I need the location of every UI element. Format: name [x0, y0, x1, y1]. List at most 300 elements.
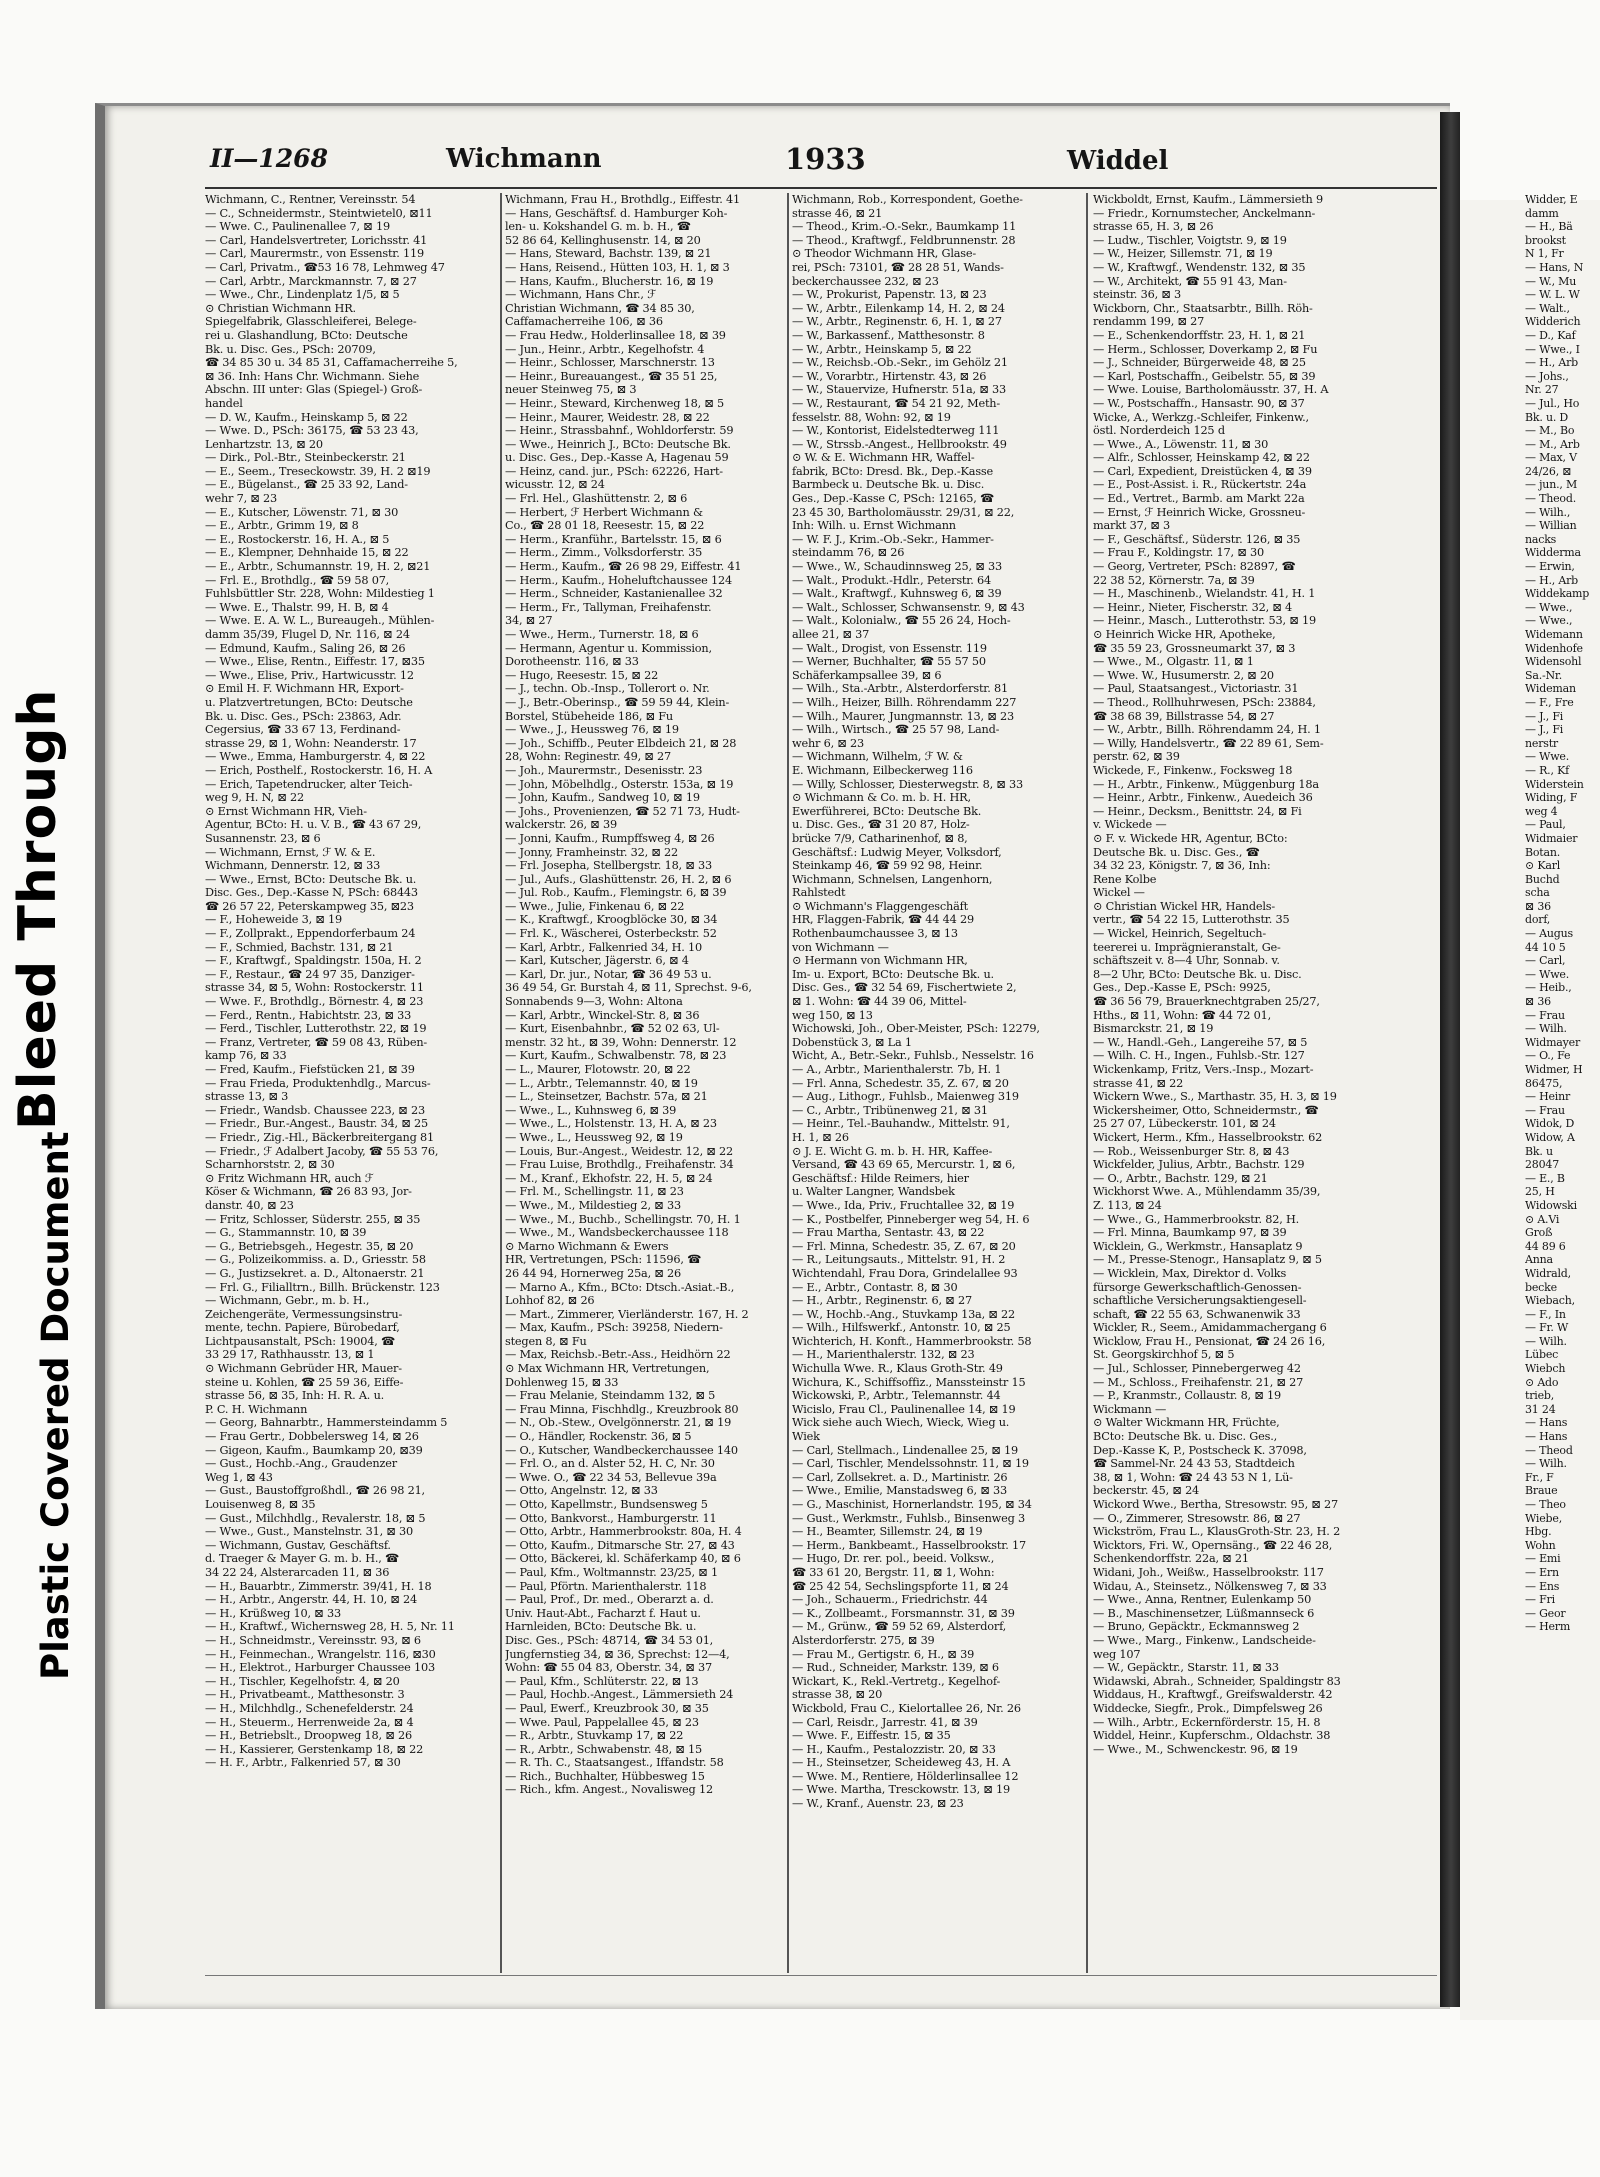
bleed-through-label: Bleed Through	[8, 688, 68, 1130]
directory-entry-line: N 1, Fr	[1525, 247, 1564, 261]
directory-entry-line: — Theod., Rollhuhrwesen, PSch: 23884,	[1093, 695, 1316, 709]
directory-entry-line: weg 150, ⊠ 13	[792, 1008, 873, 1022]
directory-entry-line: — E., Rostockerstr. 16, H. A., ⊠ 5	[205, 532, 390, 546]
directory-entry-line: Widdekamp	[1525, 587, 1590, 601]
directory-entry-line: — E., Kutscher, Löwenstr. 71, ⊠ 30	[205, 505, 399, 519]
directory-entry-line: — Dirk., Pol.-Btr., Steinbeckerstr. 21	[205, 451, 406, 465]
directory-entry-line: Zeichengeräte, Vermessungsinstru-	[205, 1307, 403, 1321]
directory-entry-line: Sonnabends 9—3, Wohn: Altona	[505, 995, 683, 1009]
directory-entry-line: — Hans, Geschäftsf. d. Hamburger Koh-	[505, 206, 728, 220]
directory-entry-line: — Wichmann, Ernst, ℱ W. & E.	[205, 845, 376, 859]
directory-entry-line: ⊙ F. v. Wickede HR, Agentur, BCto:	[1093, 831, 1288, 845]
directory-entry-line: Buchd	[1525, 872, 1560, 886]
directory-entry-line: Louisenweg 8, ⊠ 35	[205, 1498, 316, 1511]
directory-entry-line: — W., Handl.-Geh., Langereihe 57, ⊠ 5	[1093, 1035, 1308, 1049]
directory-entry-line: — Herm., Bankbeamt., Hasselbrookstr. 17	[792, 1538, 1026, 1552]
directory-entry-line: — Ed., Vertret., Barmb. am Markt 22a	[1093, 492, 1305, 506]
directory-entry-line: HR, Vertretungen, PSch: 11596, ☎	[505, 1253, 701, 1267]
directory-entry-line: strasse 65, H. 3, ⊠ 26	[1093, 220, 1214, 234]
directory-entry-line: — Wwe., W., Schaudinnsweg 25, ⊠ 33	[792, 560, 1002, 574]
directory-entry-line: v. Wickede —	[1093, 818, 1167, 832]
directory-entry-line: — Wwe., Marg., Finkenw., Landscheide-	[1093, 1633, 1316, 1647]
directory-entry-line: — Karl, Postschaffn., Geibelstr. 55, ⊠ 39	[1093, 369, 1316, 383]
directory-entry-line: teererei u. Imprägnieranstalt, Ge-	[1093, 940, 1281, 954]
directory-entry-line: Wichmann, Frau H., Brothdlg., Eiffestr. 41	[505, 193, 741, 206]
directory-entry-line: — L., Steinsetzer, Bachstr. 57a, ⊠ 21	[505, 1090, 708, 1104]
directory-entry-line: — Frl. G., Filialltrn., Billh. Brückenstr. 123	[205, 1280, 440, 1294]
column-divider	[500, 193, 502, 1973]
directory-entry-line: — Theod.	[1525, 492, 1576, 506]
directory-entry-line: Univ. Haut-Abt., Facharzt f. Haut u.	[505, 1606, 701, 1620]
directory-entry-line: Wiebe,	[1525, 1511, 1562, 1525]
directory-entry-line: Scharnhorststr. 2, ⊠ 30	[205, 1158, 335, 1172]
directory-entry-line: 34 32 23, Königstr. 7, ⊠ 36, Inh:	[1093, 859, 1271, 873]
directory-entry-line: — Frau M., Gertigstr. 6, H., ⊠ 39	[792, 1647, 975, 1661]
directory-entry-line: — D., Kaf	[1525, 328, 1576, 342]
directory-entry-line: wehr 6, ⊠ 23	[792, 736, 865, 750]
directory-entry-line: Lohhof 82, ⊠ 26	[505, 1294, 595, 1308]
directory-entry-line: Wickede, F., Finkenw., Focksweg 18	[1093, 763, 1293, 777]
directory-entry-line: — Frl. Josepha, Stellbergstr. 18, ⊠ 33	[505, 859, 712, 873]
directory-entry-line: — Wwe., Ernst, BCto: Deutsche Bk. u.	[205, 872, 417, 886]
directory-entry-line: Widdecke, Siegfr., Prok., Dimpfelsweg 26	[1093, 1701, 1323, 1715]
column-divider	[787, 193, 789, 1973]
header-rule	[205, 187, 1437, 189]
directory-entry-line: ⊠ 36. Inh: Hans Chr. Wichmann. Siehe	[205, 369, 420, 383]
directory-entry-line: weg 4	[1525, 804, 1558, 818]
directory-entry-line: Widmer, H	[1525, 1063, 1583, 1076]
directory-entry-line: strasse 46, ⊠ 21	[792, 206, 883, 220]
directory-entry-line: — W., Gepäcktr., Starstr. 11, ⊠ 33	[1093, 1661, 1279, 1675]
directory-entry-line: — Wwe., M., Buchb., Schellingstr. 70, H. 1	[505, 1212, 741, 1226]
directory-entry-line: 34 22 24, Alsterarcaden 11, ⊠ 36	[205, 1565, 390, 1579]
directory-entry-line: — Frau	[1525, 1008, 1565, 1022]
directory-entry-line: — G., Stammannstr. 10, ⊠ 39	[205, 1226, 367, 1240]
directory-entry-line: — A., Arbtr., Marienthalerstr. 7b, H. 1	[792, 1063, 1002, 1076]
directory-entry-line: — M., Schloss., Freihafenstr. 21, ⊠ 27	[1093, 1375, 1304, 1389]
directory-entry-line: Versand, ☎ 43 69 65, Mercurstr. 1, ⊠ 6,	[792, 1158, 1016, 1172]
directory-entry-line: — Kurt, Eisenbahnbr., ☎ 52 02 63, Ul-	[505, 1022, 720, 1036]
directory-entry-line: Caffamacherreihe 106, ⊠ 36	[505, 315, 663, 329]
directory-entry-line: neuer Steinweg 75, ⊠ 3	[505, 383, 637, 397]
directory-entry-line: u. Walter Langner, Wandsbek	[792, 1185, 955, 1199]
directory-entry-line: — H., Maschinenb., Wielandstr. 41, H. 1	[1093, 587, 1316, 601]
directory-entry-line: — Heinr., Bureauangest., ☎ 35 51 25,	[505, 369, 718, 383]
directory-entry-line: — Johs.,	[1525, 369, 1569, 383]
directory-entry-line: Wickert, Herm., Kfm., Hasselbrookstr. 62	[1093, 1130, 1323, 1144]
directory-entry-line: ⊙ Marno Wichmann & Ewers	[505, 1239, 669, 1253]
directory-entry-line: Dorotheenstr. 116, ⊠ 33	[505, 655, 639, 669]
directory-entry-line: Ges., Dep.-Kasse E, PSch: 9925,	[1093, 981, 1271, 995]
directory-entry-line: Schenkendorffstr. 22a, ⊠ 21	[1093, 1552, 1249, 1566]
directory-entry-line: brookst	[1525, 233, 1566, 247]
directory-entry-line: — Jul., Ho	[1525, 396, 1580, 410]
directory-entry-line: — M., Presse-Stenogr., Hansaplatz 9, ⊠ 5	[1093, 1253, 1322, 1267]
book-gutter	[1440, 112, 1460, 2007]
directory-entry-line: — Werner, Buchhalter, ☎ 55 57 50	[792, 655, 986, 669]
directory-entry-line: — Johs., Provenienzen, ☎ 52 71 73, Hudt-	[505, 804, 740, 818]
directory-entry-line: — Wwe., I	[1525, 342, 1580, 356]
directory-entry-line: — F., Fre	[1525, 695, 1574, 709]
directory-entry-line: ⊙ Ernst Wichmann HR, Vieh-	[205, 804, 367, 818]
directory-entry-line: rei, PSch: 73101, ☎ 28 28 51, Wands-	[792, 260, 1004, 274]
directory-entry-line: ⊙ Wichmann & Co. m. b. H. HR,	[792, 791, 971, 805]
directory-entry-line: — Heinr., Strassbahnf., Wohldorferstr. 59	[505, 424, 734, 438]
directory-entry-line: markt 37, ⊠ 3	[1093, 519, 1171, 533]
directory-entry-line: — W. F. J., Krim.-Ob.-Sekr., Hammer-	[792, 532, 994, 546]
directory-entry-line: perstr. 62, ⊠ 39	[1093, 750, 1180, 764]
directory-entry-line: — Karl, Kutscher, Jägerstr. 6, ⊠ 4	[505, 954, 689, 968]
directory-entry-line: — H., Steinsetzer, Scheideweg 43, H. A	[792, 1756, 1011, 1770]
directory-entry-line: damm	[1525, 206, 1559, 220]
directory-entry-line: Anna	[1525, 1253, 1553, 1267]
directory-entry-line: — H. F., Arbtr., Falkenried 57, ⊠ 30	[205, 1756, 401, 1770]
directory-entry-line: ☎ 38 68 39, Billstrasse 54, ⊠ 27	[1093, 709, 1275, 723]
directory-entry-line: danstr. 40, ⊠ 23	[205, 1198, 294, 1212]
directory-entry-line: — Gust., Baustoffgroßhdl., ☎ 26 98 21,	[205, 1484, 425, 1498]
directory-entry-line: 33 29 17, Rathhausstr. 13, ⊠ 1	[205, 1348, 375, 1362]
directory-entry-line: — H., Steuerm., Herrenweide 2a, ⊠ 4	[205, 1715, 414, 1729]
directory-entry-line: — Ernst, ℱ Heinrich Wicke, Grossneu-	[1093, 505, 1306, 519]
directory-entry-line: — Paul, Kfm., Schlüterstr. 22, ⊠ 13	[505, 1674, 699, 1688]
directory-entry-line: Disc. Ges., ☎ 32 54 69, Fischertwiete 2,	[792, 981, 1017, 995]
directory-entry-line: Wickowski, P., Arbtr., Telemannstr. 44	[792, 1389, 1001, 1403]
directory-column-4	[1093, 193, 1391, 1973]
directory-entry-line: Susannenstr. 23, ⊠ 6	[205, 831, 321, 845]
directory-entry-line: — Fritz, Schlosser, Süderstr. 255, ⊠ 35	[205, 1212, 421, 1226]
directory-entry-line: — Wwe., L., Heussweg 92, ⊠ 19	[505, 1130, 683, 1144]
directory-entry-line: u. Disc. Ges., ☎ 31 20 87, Holz-	[792, 818, 970, 832]
directory-entry-line: — Ferd., Rentn., Habichtstr. 23, ⊠ 33	[205, 1008, 412, 1022]
directory-entry-line: — Wwe., Julie, Finkenau 6, ⊠ 22	[505, 899, 685, 913]
directory-entry-line: — Wwe.	[1525, 750, 1570, 764]
directory-entry-line: ⊠ 36	[1525, 899, 1551, 913]
directory-entry-line: — Wilh., Maurer, Jungmannstr. 13, ⊠ 23	[792, 709, 1014, 723]
directory-entry-line: Spiegelfabrik, Glasschleiferei, Belege-	[205, 315, 417, 329]
directory-entry-line: — Wwe., Heinrich J., BCto: Deutsche Bk.	[505, 437, 731, 451]
directory-entry-line: — D. W., Kaufm., Heinskamp 5, ⊠ 22	[205, 410, 408, 424]
directory-entry-line: — C., Schneidermstr., Steintwietel0, ⊠11	[205, 206, 433, 220]
directory-entry-line: Inh: Wilh. u. Ernst Wichmann	[792, 519, 956, 533]
directory-column-1	[205, 193, 495, 1973]
directory-entry-line: — E., Arbtr., Contastr. 8, ⊠ 30	[792, 1280, 958, 1294]
directory-entry-line: vertr., ☎ 54 22 15, Lutterothstr. 35	[1093, 913, 1290, 927]
directory-entry-line: Wichura, K., Schiffsoffiz., Manssteinstr 15	[792, 1375, 1026, 1389]
directory-entry-line: — Emi	[1525, 1552, 1561, 1566]
directory-entry-line: — Wwe. Martha, Tresckowstr. 13, ⊠ 19	[792, 1783, 1010, 1797]
directory-entry-line: Abschn. III unter: Glas (Spiegel-) Groß-	[205, 383, 423, 397]
directory-entry-line: — W., Heizer, Sillemstr. 71, ⊠ 19	[1093, 247, 1273, 261]
directory-entry-line: H. 1, ⊠ 26	[792, 1130, 849, 1144]
directory-entry-line: ⊙ Heinrich Wicke HR, Apotheke,	[1093, 628, 1276, 641]
directory-entry-line: — Karl, Dr. jur., Notar, ☎ 36 49 53 u.	[505, 967, 712, 981]
directory-entry-line: becke	[1525, 1280, 1557, 1294]
directory-entry-line: — Frau Gertr., Dobbelersweg 14, ⊠ 26	[205, 1430, 419, 1444]
directory-entry-line: steindamm 76, ⊠ 26	[792, 546, 905, 560]
directory-entry-line: — H., Arbtr., Angerstr. 44, H. 10, ⊠ 24	[205, 1593, 417, 1607]
directory-entry-line: — Rich., kfm. Angest., Novalisweg 12	[505, 1783, 713, 1797]
directory-entry-line: Wichmann, C., Rentner, Vereinsstr. 54	[205, 193, 416, 206]
directory-entry-line: Z. 113, ⊠ 24	[1093, 1198, 1162, 1212]
directory-entry-line: schaft, ☎ 22 55 63, Schwanenwik 33	[1093, 1307, 1301, 1321]
directory-entry-line: Wickord Wwe., Bertha, Stresowstr. 95, ⊠ 27	[1093, 1498, 1338, 1511]
directory-entry-line: — H., Arbtr., Reginenstr. 6, ⊠ 27	[792, 1294, 972, 1308]
directory-entry-line: — Paul, Prof., Dr. med., Oberarzt a. d.	[505, 1593, 714, 1607]
directory-entry-line: Hths., ⊠ 11, Wohn: ☎ 44 72 01,	[1093, 1008, 1272, 1022]
directory-entry-line: E. Wichmann, Eilbeckerweg 116	[792, 763, 973, 777]
directory-entry-line: — Wilh.,	[1525, 505, 1571, 519]
directory-entry-line: ☎ 34 85 30 u. 34 85 31, Caffamacherreihe 5,	[205, 356, 458, 370]
directory-entry-line: — Paul, Kfm., Woltmannstr. 23/25, ⊠ 1	[505, 1565, 718, 1579]
directory-entry-line: — Franz, Vertreter, ☎ 59 08 43, Rüben-	[205, 1035, 428, 1049]
directory-entry-line: — Walt.,	[1525, 301, 1570, 315]
directory-entry-line: — W., Restaurant, ☎ 54 21 92, Meth-	[792, 396, 1001, 410]
directory-entry-line: — Wwe. O., ☎ 22 34 53, Bellevue 39a	[505, 1470, 717, 1484]
directory-entry-line: wicusstr. 12, ⊠ 24	[505, 478, 605, 492]
directory-entry-line: u. Disc. Ges., Dep.-Kasse A, Hagenau 59	[505, 451, 729, 465]
directory-entry-line: — Jul. Rob., Kaufm., Flemingstr. 6, ⊠ 39	[505, 886, 727, 900]
directory-entry-line: len- u. Kokshandel G. m. b. H., ☎	[505, 220, 691, 234]
directory-entry-line: — Theo	[1525, 1498, 1566, 1511]
directory-entry-line: beckerstr. 45, ⊠ 24	[1093, 1484, 1200, 1498]
directory-entry-line: steinstr. 36, ⊠ 3	[1093, 288, 1181, 302]
directory-entry-line: ⊙ Fritz Wichmann HR, auch ℱ	[205, 1171, 374, 1185]
directory-entry-line: Wickler, R., Seem., Amidammachergang 6	[1093, 1321, 1327, 1335]
directory-entry-line: — G., Justizsekret. a. D., Altonaerstr. 21	[205, 1266, 425, 1280]
directory-entry-line: d. Traeger & Mayer G. m. b. H., ☎	[205, 1552, 399, 1566]
directory-entry-line: Cegersius, ☎ 33 67 13, Ferdinand-	[205, 723, 401, 737]
directory-entry-line: schaftliche Versicherungsaktiengesell-	[1093, 1294, 1307, 1308]
directory-entry-line: — Jul., Schlosser, Pinnebergerweg 42	[1093, 1362, 1301, 1376]
directory-entry-line: — G., Polizeikommiss. a. D., Griesstr. 58	[205, 1253, 426, 1267]
directory-entry-line: Wideman	[1525, 682, 1576, 696]
directory-entry-line: — J., Fi	[1525, 709, 1564, 723]
directory-entry-line: — Rich., Buchhalter, Hübbesweg 15	[505, 1769, 705, 1783]
directory-entry-line: Widdel, Heinr., Kupferschm., Oldachstr. 38	[1093, 1729, 1331, 1743]
directory-entry-line: — F., Restaur., ☎ 24 97 35, Danziger-	[205, 967, 415, 981]
directory-entry-line: — Gust., Werkmstr., Fuhlsb., Binsenweg 3	[792, 1511, 1026, 1525]
directory-entry-line: — W., Arbtr., Eilenkamp 14, H. 2, ⊠ 24	[792, 301, 1005, 315]
directory-entry-line: — Friedr., ℱ Adalbert Jacoby, ☎ 55 53 76,	[205, 1144, 439, 1158]
directory-entry-line: nerstr	[1525, 736, 1558, 750]
directory-entry-line: — Carl, Handelsvertreter, Lorichsstr. 41	[205, 233, 428, 247]
directory-entry-line: — Hans	[1525, 1416, 1568, 1430]
directory-entry-line: — Heinr., Decksm., Benittstr. 24, ⊠ Fi	[1093, 804, 1302, 818]
directory-entry-line: — W., Architekt, ☎ 55 91 43, Man-	[1093, 274, 1287, 288]
directory-entry-line: nacks	[1525, 532, 1557, 546]
directory-entry-line: Wiebch	[1525, 1362, 1566, 1376]
directory-entry-line: — Carl, Privatm., ☎53 16 78, Lehmweg 47	[205, 260, 445, 274]
directory-entry-line: — Alfr., Schlosser, Heinskamp 42, ⊠ 22	[1093, 451, 1310, 465]
directory-entry-line: 86475,	[1525, 1076, 1563, 1090]
directory-entry-line: — Herm., Kaufm., ☎ 26 98 29, Eiffestr. 41	[505, 560, 742, 574]
directory-entry-line: — Theod., Kraftwgf., Feldbrunnenstr. 28	[792, 233, 1016, 247]
directory-entry-line: 36 49 54, Gr. Burstah 4, ⊠ 11, Sprechst. 9-6,	[505, 981, 752, 995]
directory-entry-line: — H., Arb	[1525, 573, 1579, 587]
directory-entry-line: Wohn	[1525, 1538, 1556, 1552]
directory-entry-line: trieb,	[1525, 1389, 1555, 1403]
directory-entry-line: mente, techn. Papiere, Bürobedarf,	[205, 1321, 400, 1335]
directory-entry-line: — W., Stauervize, Hufnerstr. 51a, ⊠ 33	[792, 383, 1006, 397]
directory-entry-line: Rothenbaumchaussee 3, ⊠ 13	[792, 927, 958, 941]
directory-entry-line: — Marno A., Kfm., BCto: Dtsch.-Asiat.-B.,	[505, 1280, 735, 1294]
directory-entry-line: — E., Schenkendorffstr. 23, H. 1, ⊠ 21	[1093, 328, 1306, 342]
directory-entry-line: 22 38 52, Körnerstr. 7a, ⊠ 39	[1093, 573, 1255, 587]
directory-entry-line: — Gust., Milchhdlg., Revalerstr. 18, ⊠ 5	[205, 1511, 426, 1525]
page-header	[210, 138, 1420, 184]
directory-entry-line: — Wwe., M., Schwenckestr. 96, ⊠ 19	[1093, 1742, 1298, 1756]
directory-entry-line: — Wwe. F., Eiffestr. 15, ⊠ 35	[792, 1729, 951, 1743]
directory-entry-line: — W., Kontorist, Eidelstedterweg 111	[792, 424, 1000, 438]
directory-entry-line: — Gigeon, Kaufm., Baumkamp 20, ⊠39	[205, 1443, 423, 1457]
plastic-covered-label: Plastic Covered Document	[34, 1131, 77, 1680]
directory-entry-line: fesselstr. 88, Wohn: 92, ⊠ 19	[792, 410, 951, 424]
directory-entry-line: — W., Arbtr., Heinskamp 5, ⊠ 22	[792, 342, 972, 356]
directory-entry-line: — Heinr., Masch., Lutterothstr. 53, ⊠ 19	[1093, 614, 1316, 628]
directory-entry-line: — Jul., Aufs., Glashüttenstr. 26, H. 2, ⊠ 6	[505, 872, 732, 886]
directory-entry-line: — Wwe. D., PSch: 36175, ☎ 53 23 43,	[205, 424, 419, 438]
directory-entry-line: — G., Betriebsgeh., Hegestr. 35, ⊠ 20	[205, 1239, 414, 1253]
directory-entry-line: — Rud., Schneider, Markstr. 139, ⊠ 6	[792, 1661, 999, 1675]
directory-entry-line: — Joh., Schauerm., Friedrichstr. 44	[792, 1593, 988, 1607]
directory-entry-line: — Hugo, Reesestr. 15, ⊠ 22	[505, 668, 659, 682]
page-number: II—1268	[210, 144, 328, 173]
directory-entry-line: Agentur, BCto: H. u. V. B., ☎ 43 67 29,	[205, 818, 422, 832]
directory-entry-line: — Carl, Tischler, Mendelssohnstr. 11, ⊠ 19	[792, 1457, 1029, 1471]
directory-entry-line: Wickbold, Frau C., Kielortallee 26, Nr. 26	[792, 1701, 1021, 1715]
directory-entry-line: — Heinz, cand. jur., PSch: 62226, Hart-	[505, 464, 723, 478]
directory-entry-line: — Wwe. W., Husumerstr. 2, ⊠ 20	[1093, 668, 1274, 682]
directory-entry-line: — Wichmann, Wilhelm, ℱ W. &	[792, 750, 963, 764]
directory-entry-line: ⊙ Ado	[1525, 1375, 1559, 1389]
directory-entry-line: 8—2 Uhr, BCto: Deutsche Bk. u. Disc.	[1093, 967, 1302, 981]
directory-entry-line: — H., Feinmechan., Wrangelstr. 116, ⊠30	[205, 1647, 436, 1661]
directory-entry-line: — Carl, Expedient, Dreistücken 4, ⊠ 39	[1093, 464, 1312, 478]
directory-entry-line: — Hans, Steward, Bachstr. 139, ⊠ 21	[505, 247, 712, 261]
directory-entry-line: — Georg, Bahnarbtr., Hammersteindamm 5	[205, 1416, 448, 1430]
directory-entry-line: — Wilh., Wirtsch., ☎ 25 57 98, Land-	[792, 723, 1000, 737]
directory-entry-line: — Otto, Bankvorst., Hamburgerstr. 11	[505, 1511, 717, 1525]
directory-entry-line: Im- u. Export, BCto: Deutsche Bk. u.	[792, 967, 994, 981]
directory-entry-line: — Wilh.	[1525, 1334, 1567, 1348]
directory-entry-line: 26 44 94, Hornerweg 25a, ⊠ 26	[505, 1266, 682, 1280]
directory-entry-line: — Heinr., Arbtr., Finkenw., Auedeich 36	[1093, 791, 1313, 805]
directory-entry-line: 25, H	[1525, 1185, 1555, 1199]
directory-entry-line: Widing, F	[1525, 791, 1578, 805]
directory-entry-line: — Wichmann, Hans Chr., ℱ	[505, 288, 656, 302]
directory-entry-line: — Wwe., Chr., Lindenplatz 1/5, ⊠ 5	[205, 288, 400, 302]
directory-entry-line: — Wwe. Paul, Pappelallee 45, ⊠ 23	[505, 1715, 699, 1729]
header-right-word: Widdel	[1067, 146, 1169, 176]
directory-entry-line: — W., Mu	[1525, 274, 1577, 288]
directory-entry-line: — Otto, Kapellmstr., Bundsensweg 5	[505, 1498, 708, 1511]
directory-entry-line: ☎ Sammel-Nr. 24 43 53, Stadtdeich	[1093, 1457, 1295, 1471]
directory-entry-line: strasse 34, ⊠ 5, Wohn: Rostockerstr. 11	[205, 981, 424, 995]
directory-entry-line: von Wichmann —	[792, 940, 889, 954]
directory-entry-line: Steinkamp 46, ☎ 59 92 98, Heinr.	[792, 859, 983, 873]
directory-entry-line: stegen 8, ⊠ Fu	[505, 1334, 587, 1348]
directory-entry-line: Hbg.	[1525, 1525, 1552, 1539]
directory-entry-line: fürsorge Gewerkschaftlich-Genossen-	[1093, 1280, 1302, 1294]
directory-entry-line: — Hans, N	[1525, 260, 1584, 274]
directory-entry-line: — Otto, Arbtr., Hammerbrookstr. 80a, H. 4	[505, 1525, 742, 1539]
directory-entry-line: — Erwin,	[1525, 560, 1575, 574]
directory-entry-line: Widerstein	[1525, 777, 1584, 791]
directory-entry-line: — Herm., Kaufm., Hoheluftchaussee 124	[505, 573, 732, 587]
directory-entry-line: Wicklein, G., Werkmstr., Hansaplatz 9	[1093, 1239, 1303, 1253]
directory-entry-line: — Frau Martha, Sentastr. 43, ⊠ 22	[792, 1226, 985, 1240]
directory-entry-line: — Frl. E., Brothdlg., ☎ 59 58 07,	[205, 573, 390, 587]
directory-entry-line: ☎ 36 56 79, Brauerknechtgraben 25/27,	[1093, 995, 1320, 1009]
directory-entry-line: Bk. u. Disc. Ges., PSch: 20709,	[205, 342, 376, 356]
directory-entry-line: weg 107	[1093, 1647, 1141, 1661]
directory-entry-line: ⊙ Emil H. F. Wichmann HR, Export-	[205, 682, 404, 696]
directory-entry-line: Wickart, K., Rekl.-Vertretg., Kegelhof-	[792, 1674, 1001, 1688]
directory-entry-line: — Wwe.	[1525, 967, 1570, 981]
directory-entry-line: Wicht, A., Betr.-Sekr., Fuhlsb., Nesselstr. 16	[792, 1049, 1034, 1063]
directory-entry-line: Wicislo, Frau Cl., Paulinenallee 14, ⊠ 19	[792, 1402, 1016, 1416]
directory-entry-line: — E., Arbtr., Grimm 19, ⊠ 8	[205, 519, 359, 533]
directory-entry-line: — E., Post-Assist. i. R., Rückertstr. 24a	[1093, 478, 1307, 492]
directory-entry-line: Widawski, Abrah., Schneider, Spaldingstr 83	[1093, 1674, 1341, 1688]
directory-entry-line: — Herbert, ℱ Herbert Wichmann &	[505, 505, 703, 519]
directory-entry-line: walckerstr. 26, ⊠ 39	[505, 818, 617, 832]
directory-entry-line: Lichtpausanstalt, PSch: 19004, ☎	[205, 1334, 395, 1348]
directory-entry-line: beckerchaussee 232, ⊠ 23	[792, 274, 939, 288]
directory-entry-line: ⊙ Christian Wickel HR, Handels-	[1093, 899, 1275, 913]
directory-entry-line: — Hans, Reisend., Hütten 103, H. 1, ⊠ 3	[505, 260, 730, 274]
directory-entry-line: 25 27 07, Lübeckerstr. 101, ⊠ 24	[1093, 1117, 1276, 1131]
directory-entry-line: weg 9, H. N, ⊠ 22	[205, 791, 304, 805]
directory-entry-line: — Edmund, Kaufm., Saling 26, ⊠ 26	[205, 641, 406, 655]
directory-entry-line: — Joh., Schiffb., Peuter Elbdeich 21, ⊠ 28	[505, 736, 737, 750]
directory-entry-line: — Frau	[1525, 1103, 1565, 1117]
directory-entry-line: schäftszeit v. 8—4 Uhr, Sonnab. v.	[1093, 954, 1280, 968]
directory-entry-line: — Erich, Tapetendrucker, alter Teich-	[205, 777, 413, 791]
directory-entry-line: — H., Tischler, Kegelhofstr. 4, ⊠ 20	[205, 1674, 400, 1688]
directory-entry-line: — Jonni, Kaufm., Rumpffsweg 4, ⊠ 26	[505, 831, 715, 845]
directory-entry-line: — Wwe., Emma, Hamburgerstr. 4, ⊠ 22	[205, 750, 426, 764]
directory-entry-line: — H., Bauarbtr., Zimmerstr. 39/41, H. 18	[205, 1579, 432, 1593]
directory-entry-line: Wickern Wwe., S., Marthastr. 35, H. 3, ⊠ 19	[1093, 1090, 1337, 1104]
directory-entry-line: dorf,	[1525, 913, 1551, 927]
directory-entry-line: Wicke, A., Werkzg.-Schleifer, Finkenw.,	[1093, 410, 1309, 424]
directory-entry-line: — H., Kaufm., Pestalozzistr. 20, ⊠ 33	[792, 1742, 996, 1756]
directory-entry-line: — Wwe. F., Brothdlg., Börnestr. 4, ⊠ 23	[205, 995, 424, 1009]
directory-entry-line: — Heinr., Tel.-Bauhandw., Mittelstr. 91,	[792, 1117, 1010, 1131]
directory-entry-line: — Paul, Pförtn. Marienthalerstr. 118	[505, 1579, 707, 1593]
directory-entry-line: Wichowski, Joh., Ober-Meister, PSch: 12279,	[792, 1022, 1040, 1036]
directory-entry-line: — Wilh., Sta.-Arbtr., Alsterdorferstr. 81	[792, 682, 1009, 696]
directory-entry-line: — Jun., Heinr., Arbtr., Kegelhofstr. 4	[505, 342, 705, 356]
directory-entry-line: — R., Arbtr., Schwabenstr. 48, ⊠ 15	[505, 1742, 703, 1756]
directory-entry-line: — Wwe., L., Kuhnsweg 6, ⊠ 39	[505, 1103, 677, 1117]
directory-entry-line: — Paul, Ewerf., Kreuzbrook 30, ⊠ 35	[505, 1701, 709, 1715]
directory-entry-line: Wickenkamp, Fritz, Vers.-Insp., Mozart-	[1093, 1063, 1314, 1076]
directory-entry-line: strasse 13, ⊠ 3	[205, 1090, 289, 1104]
directory-entry-line: Wichmann, Schnelsen, Langenhorn,	[792, 872, 993, 886]
directory-entry-line: — Frau Melanie, Steindamm 132, ⊠ 5	[505, 1389, 716, 1403]
directory-entry-line: — Fri	[1525, 1593, 1555, 1607]
directory-entry-line: — H., Schneidmstr., Vereinsstr. 93, ⊠ 6	[205, 1633, 421, 1647]
directory-entry-line: — Carl,	[1525, 954, 1566, 968]
directory-entry-line: — N., Ob.-Stew., Ovelgönnerstr. 21, ⊠ 19	[505, 1416, 732, 1430]
directory-entry-line: — Frl. O., an d. Alster 52, H. C, Nr. 30	[505, 1457, 715, 1471]
directory-entry-line: Dep.-Kasse K, P., Postscheck K. 37098,	[1093, 1443, 1307, 1457]
directory-entry-line: — Frl. Anna, Schedestr. 35, Z. 67, ⊠ 20	[792, 1076, 1009, 1090]
directory-entry-line: — O., Zimmerer, Stresowstr. 86, ⊠ 27	[1093, 1511, 1301, 1525]
directory-entry-line: Wickersheimer, Otto, Schneidermstr., ☎	[1093, 1103, 1319, 1117]
